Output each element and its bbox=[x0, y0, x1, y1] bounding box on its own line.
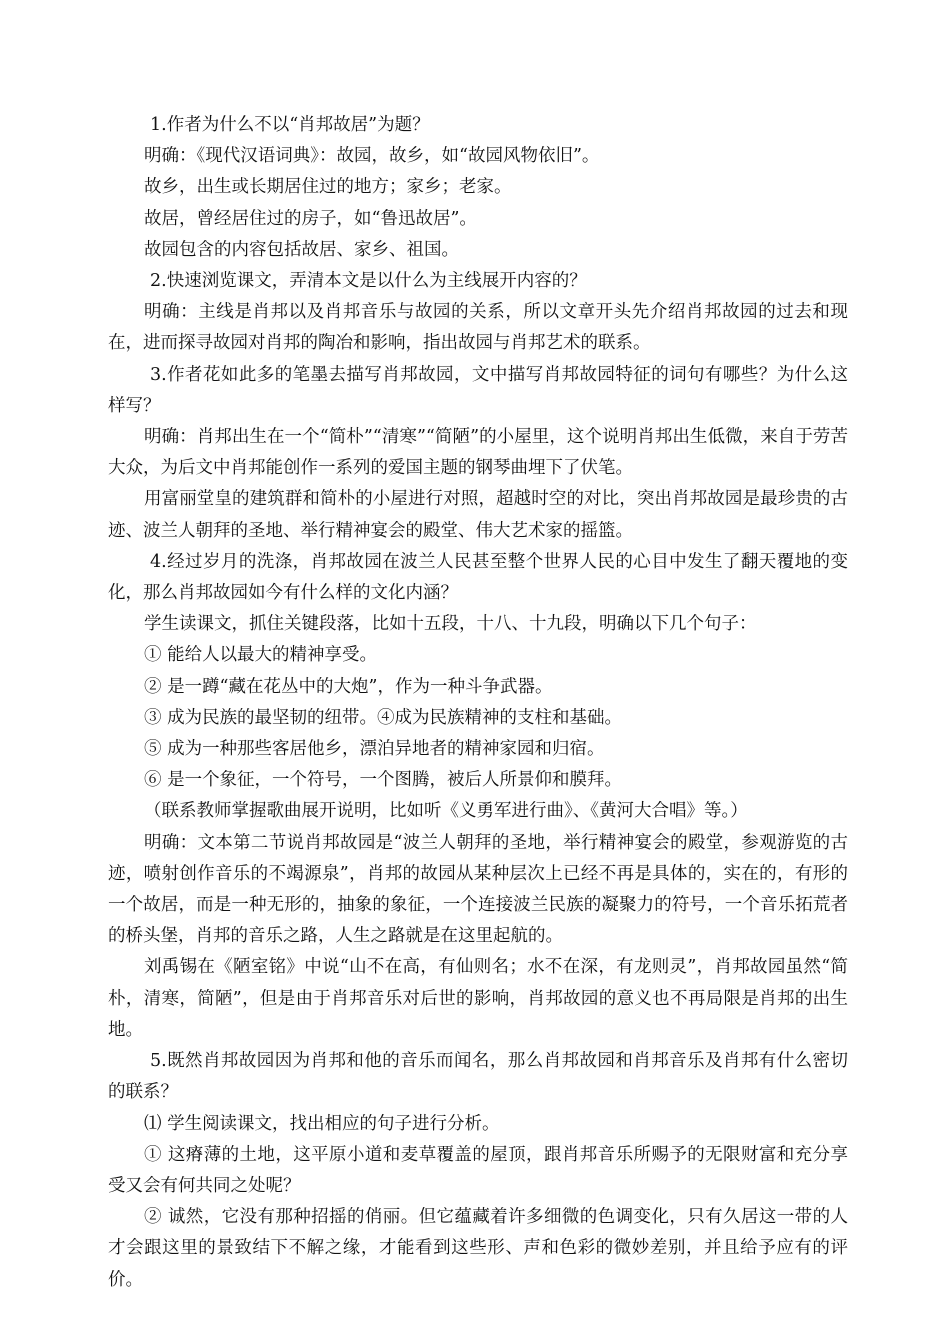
answer-paragraph: 明确：《现代汉语词典》：故园，故乡，如“故园风物依旧”。 bbox=[144, 146, 600, 167]
answer-paragraph: 明确：文本第二节说肖邦故园是“波兰人朝拜的圣地，举行精神宴会的殿堂，参观游览的古迹，喷射创作音乐的不竭源泉”，肖邦的故园从某种层次上已经不再是具体的，实在的，有形的一个故居，而是一种无形的，抽象的象征，一个连接波兰民族的凝聚力的符号，一个音乐拓荒者的桥头堡，肖邦的音乐之路，人生之路就是在这里起航的。 bbox=[108, 832, 848, 947]
document-body bbox=[108, 110, 848, 1296]
sub-step: ⑴ 学生阅读课文，找出相应的句子进行分析。 bbox=[144, 1113, 500, 1134]
list-item: ⑥ 是一个象征，一个符号，一个图腾，被后人所景仰和膜拜。 bbox=[144, 770, 623, 791]
answer-paragraph: 用富丽堂皇的建筑群和简朴的小屋进行对照，超越时空的对比，突出肖邦故园是最珍贵的古迹、波兰人朝拜的圣地、举行精神宴会的殿堂、伟大艺术家的摇篮。 bbox=[108, 489, 848, 541]
list-item: ② 是一蹲“藏在花丛中的大炮”，作为一种斗争武器。 bbox=[144, 676, 553, 697]
list-item: ⑤ 成为一种那些客居他乡，漂泊异地者的精神家园和归宿。 bbox=[144, 739, 605, 760]
answer-paragraph: 故园包含的内容包括故居、家乡、祖国。 bbox=[144, 239, 459, 260]
answer-paragraph: 故乡，出生或长期居住过的地方；家乡；老家。 bbox=[144, 177, 512, 198]
note-paragraph: （联系教师掌握歌曲展开说明，比如听《义勇军进行曲》、《黄河大合唱》等。） bbox=[144, 801, 748, 822]
list-item: ③ 成为民族的最坚韧的纽带。④成为民族精神的支柱和基础。 bbox=[144, 707, 623, 728]
list-item: ② 诚然，它没有那种招摇的俏丽。但它蕴藏着许多细微的色调变化，只有久居这一带的人才会跟这里的景致结下不解之缘，才能看到这些形、声和色彩的微妙差别，并且给予应有的评价。 bbox=[108, 1207, 848, 1290]
answer-paragraph: 学生读课文，抓住关键段落，比如十五段，十八、十九段，明确以下几个句子： bbox=[144, 614, 757, 635]
list-item: ① 能给人以最大的精神享受。 bbox=[144, 645, 378, 666]
answer-paragraph: 明确：主线是肖邦以及肖邦音乐与故园的关系，所以文章开头先介绍肖邦故园的过去和现在，进而探寻故园对肖邦的陶冶和影响，指出故园与肖邦艺术的联系。 bbox=[108, 302, 848, 354]
answer-paragraph: 刘禹锡在《陋室铭》中说“山不在高，有仙则名；水不在深，有龙则灵”，肖邦故园虽然“简朴，清寒，简陋”，但是由于肖邦音乐对后世的影响，肖邦故园的意义也不再局限是肖邦的出生地。 bbox=[108, 957, 848, 1040]
answer-paragraph: 明确：肖邦出生在一个“简朴”“清寒”“简陋”的小屋里，这个说明肖邦出生低微，来自于劳苦大众，为后文中肖邦能创作一系列的爱国主题的钢琴曲埋下了伏笔。 bbox=[108, 427, 848, 479]
question-4: 4.经过岁月的洗涤，肖邦故园在波兰人民甚至整个世界人民的心目中发生了翻天覆地的变化，那么肖邦故园如今有什么样的文化内涵？ bbox=[108, 551, 848, 604]
question-5: 5.既然肖邦故园因为肖邦和他的音乐而闻名，那么肖邦故园和肖邦音乐及肖邦有什么密切的联系？ bbox=[108, 1051, 848, 1103]
answer-paragraph: 故居，曾经居住过的房子，如“鲁迅故居”。 bbox=[144, 208, 477, 229]
question-2: 2.快速浏览课文，弄清本文是以什么为主线展开内容的？ bbox=[150, 271, 587, 292]
question-3: 3.作者花如此多的笔墨去描写肖邦故园，文中描写肖邦故园特征的词句有哪些？为什么这样写？ bbox=[108, 364, 848, 416]
question-1: 1.作者为什么不以“肖邦故居”为题？ bbox=[150, 115, 430, 135]
list-item: ① 这瘠薄的土地，这平原小道和麦草覆盖的屋顶，跟肖邦音乐所赐予的无限财富和充分享受又会有何共同之处呢？ bbox=[108, 1144, 848, 1196]
